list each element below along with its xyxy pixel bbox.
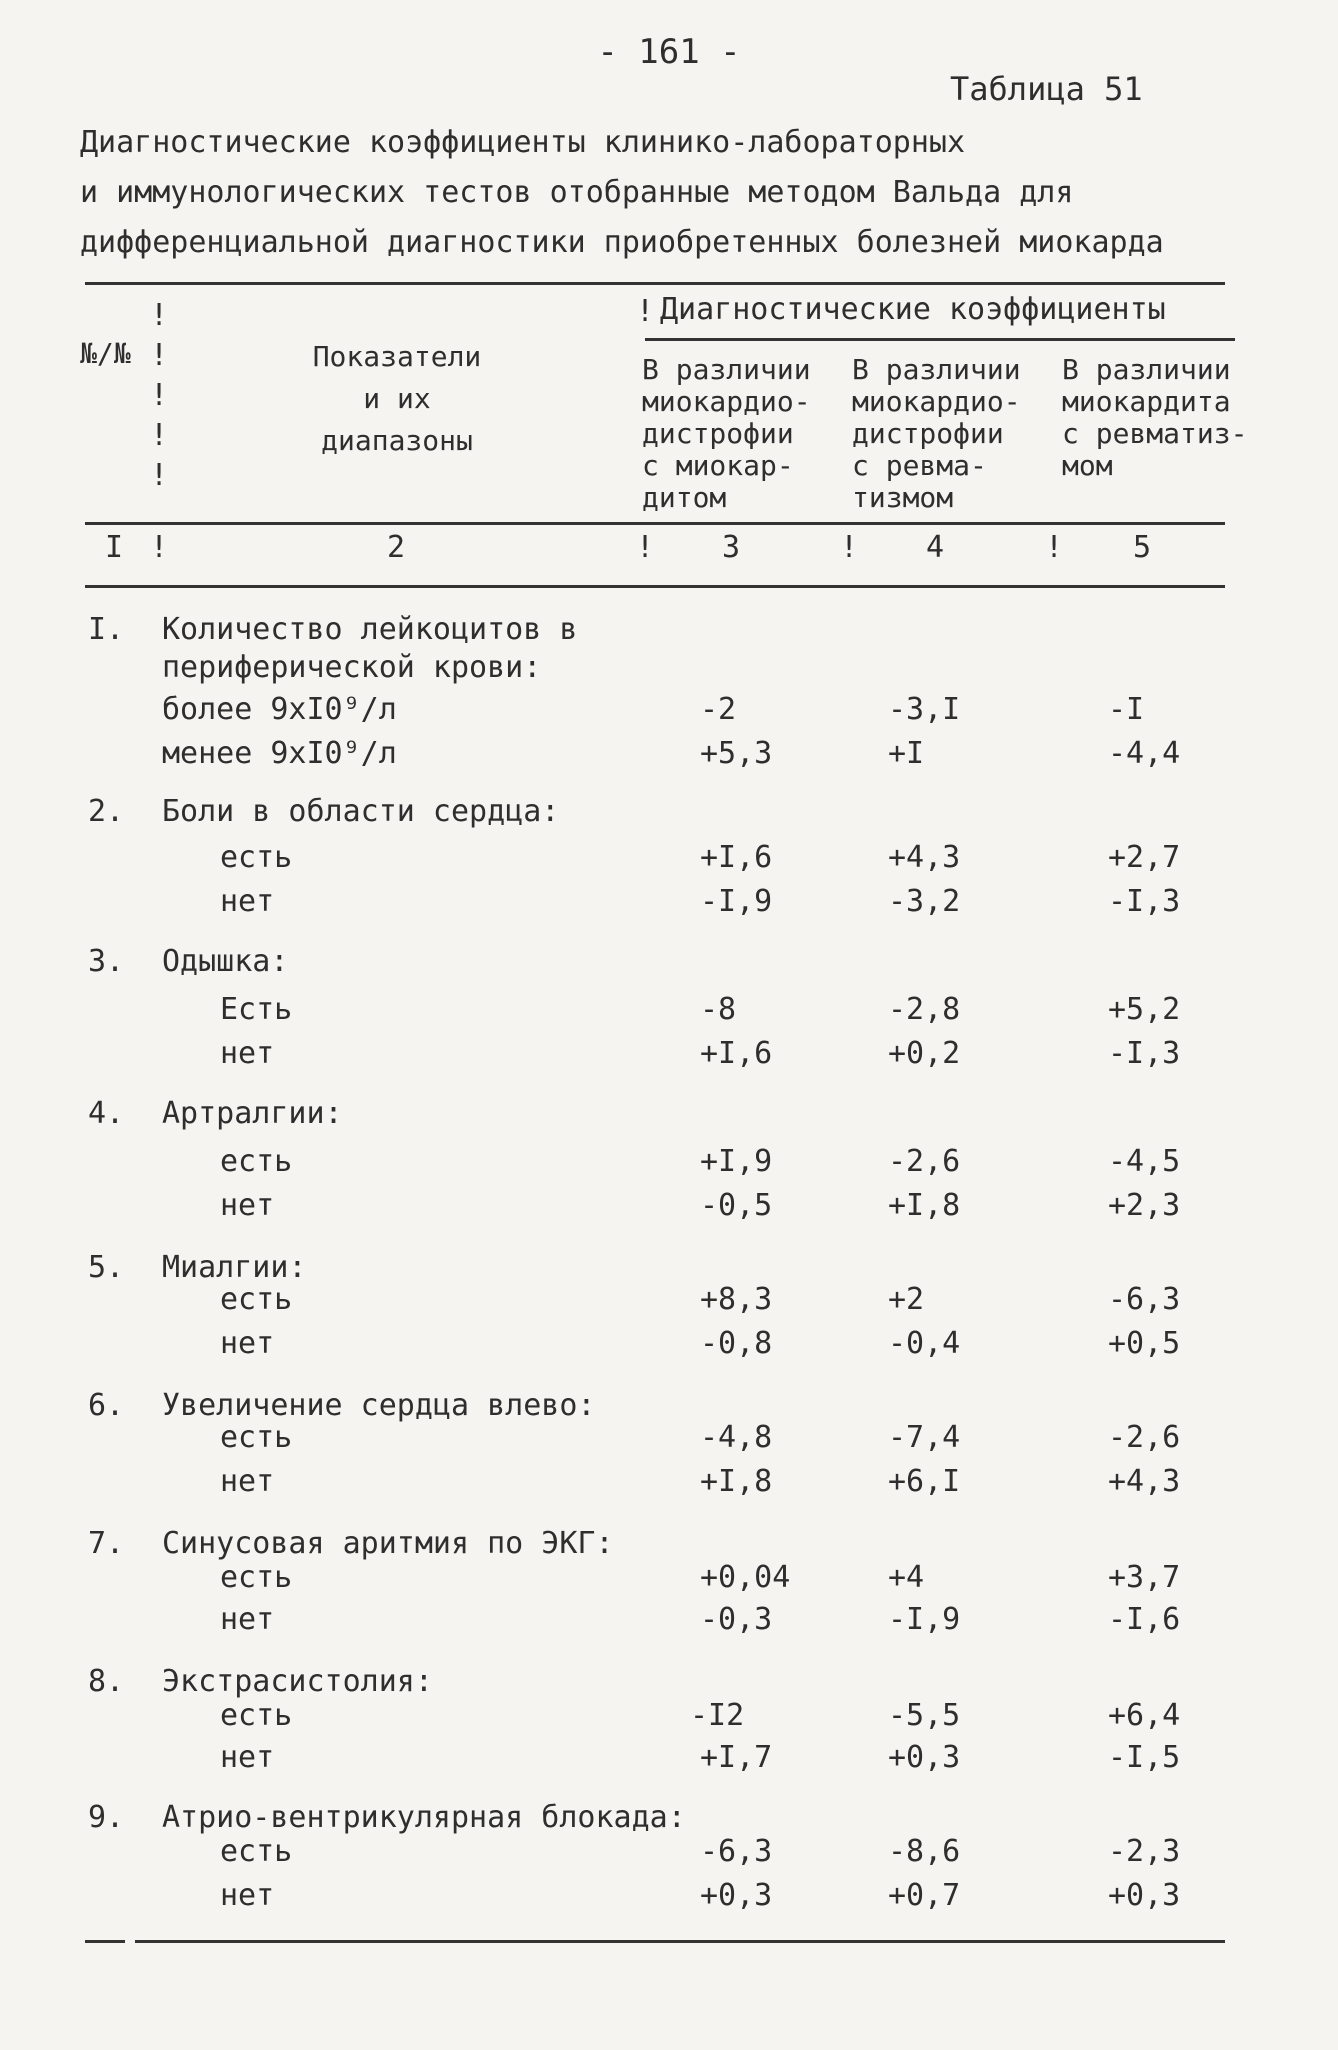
table-row	[0, 646, 1338, 690]
column-separator: !	[150, 530, 169, 565]
body-rule	[85, 585, 1225, 588]
row-label: Боли в области сердца:	[162, 794, 560, 829]
item-label: есть	[220, 1420, 293, 1455]
header-col3-line: дитом	[642, 481, 727, 514]
row-number: 4.	[88, 1096, 125, 1131]
table-title	[80, 118, 1260, 268]
value-col3: +0,04	[700, 1560, 791, 1595]
header-coeff-group: Диагностические коэффициенты	[660, 292, 1166, 327]
header-indicators-line: Показатели	[312, 340, 482, 373]
value-col4: +4,3	[888, 840, 961, 875]
title-line: и иммунологических тестов отобранные методом Вальда для	[80, 175, 1074, 210]
item-label: есть	[220, 1834, 293, 1869]
row-number: 6.	[88, 1388, 125, 1423]
value-col5: +2,3	[1108, 1188, 1181, 1223]
value-col3: +5,3	[700, 736, 773, 771]
table-row	[0, 836, 1338, 880]
row-label: Экстрасистолия:	[162, 1664, 433, 1699]
value-col5: -2,3	[1108, 1834, 1181, 1869]
header-indicators-line: и их	[363, 382, 431, 415]
item-label: нет	[220, 1878, 275, 1913]
header-separator: !	[150, 458, 169, 493]
top-rule	[85, 282, 1225, 285]
value-col3: +8,3	[700, 1282, 773, 1317]
value-col4: +I	[888, 736, 925, 771]
value-col4: +0,3	[888, 1740, 961, 1775]
value-col5: -2,6	[1108, 1420, 1181, 1455]
value-col4: +0,7	[888, 1878, 961, 1913]
table-row	[0, 688, 1338, 732]
value-col5: -I,6	[1108, 1602, 1181, 1637]
item-label: нет	[220, 1740, 275, 1775]
header-col4-line: с ревма-	[852, 449, 987, 482]
table-row	[0, 1278, 1338, 1322]
value-col4: +4	[888, 1560, 925, 1595]
table-row	[0, 732, 1338, 776]
value-col4: +6,I	[888, 1464, 961, 1499]
item-label: есть	[220, 840, 293, 875]
table-row	[0, 880, 1338, 924]
value-col5: -I	[1108, 692, 1145, 727]
item-label: нет	[220, 1188, 275, 1223]
table-row	[0, 1556, 1338, 1600]
table-row	[0, 1416, 1338, 1460]
value-col5: +3,7	[1108, 1560, 1181, 1595]
row-number: 9.	[88, 1800, 125, 1835]
value-col5: -I,3	[1108, 884, 1181, 919]
value-col3: +I,8	[700, 1464, 773, 1499]
value-col3: -0,3	[700, 1602, 773, 1637]
header-rule	[85, 522, 1225, 525]
value-col3: +I,9	[700, 1144, 773, 1179]
bottom-rule	[135, 1940, 1225, 1943]
header-col4-line: тизмом	[852, 481, 954, 514]
header-num-col: №/№	[80, 337, 131, 370]
page-number: - 161 -	[597, 32, 741, 72]
header-col5-line: миокардита	[1062, 385, 1231, 418]
bottom-rule-short	[85, 1940, 125, 1943]
header-separator: !	[150, 378, 169, 413]
table-row	[0, 790, 1338, 834]
table-row	[0, 1322, 1338, 1366]
item-label: нет	[220, 884, 275, 919]
row-number: 2.	[88, 794, 125, 829]
table-row	[0, 1736, 1338, 1780]
header-separator: !	[150, 298, 169, 333]
value-col3: -8	[700, 992, 737, 1027]
table-label: Таблица 51	[950, 70, 1143, 108]
value-col3: -I,9	[700, 884, 773, 919]
header-col3-line: В различии	[642, 353, 811, 386]
row-label: Одышка:	[162, 944, 289, 979]
header-col5	[1062, 354, 1247, 482]
column-separator: !	[1045, 530, 1064, 565]
column-number: 4	[926, 530, 945, 565]
value-col4: -I,9	[888, 1602, 961, 1637]
value-col5: +4,3	[1108, 1464, 1181, 1499]
value-col4: -3,2	[888, 884, 961, 919]
value-col3: +I,6	[700, 1036, 773, 1071]
header-col3-line: дистрофии	[642, 417, 794, 450]
row-label: Атрио-вентрикулярная блокада:	[162, 1800, 686, 1835]
row-number: 5.	[88, 1250, 125, 1285]
column-number: 2	[387, 530, 406, 565]
value-col4: -5,5	[888, 1698, 961, 1733]
header-col5-line: мом	[1062, 449, 1113, 482]
value-col5: +0,5	[1108, 1326, 1181, 1361]
value-col4: -3,I	[888, 692, 961, 727]
value-col4: +I,8	[888, 1188, 961, 1223]
value-col4: -2,6	[888, 1144, 961, 1179]
row-number: 3.	[88, 944, 125, 979]
header-col5-line: В различии	[1062, 353, 1231, 386]
table-row	[0, 1032, 1338, 1076]
row-label: Количество лейкоцитов в	[162, 612, 578, 647]
column-number: 3	[722, 530, 741, 565]
title-line: Диагностические коэффициенты клинико-лабораторных	[80, 125, 966, 160]
item-label: есть	[220, 1144, 293, 1179]
table-row	[0, 1184, 1338, 1228]
value-col5: +5,2	[1108, 992, 1181, 1027]
table-row	[0, 1874, 1338, 1918]
item-label: Есть	[220, 992, 293, 1027]
column-separator: !	[840, 530, 859, 565]
row-label: Миалгии:	[162, 1250, 307, 1285]
row-label: Увеличение сердца влево:	[162, 1388, 596, 1423]
row-number: I.	[88, 612, 125, 647]
value-col4: -7,4	[888, 1420, 961, 1455]
item-label: нет	[220, 1036, 275, 1071]
value-col4: -8,6	[888, 1834, 961, 1869]
header-indicators-line: диапазоны	[321, 424, 473, 457]
value-col3: +I,7	[700, 1740, 773, 1775]
row-number: 8.	[88, 1664, 125, 1699]
header-col4-line: миокардио-	[852, 385, 1021, 418]
header-col5-line: с ревматиз-	[1062, 417, 1248, 450]
value-col5: +6,4	[1108, 1698, 1181, 1733]
value-col4: +2	[888, 1282, 925, 1317]
column-number: 5	[1133, 530, 1152, 565]
value-col3: -0,8	[700, 1326, 773, 1361]
table-row	[0, 1460, 1338, 1504]
row-number: 7.	[88, 1526, 125, 1561]
value-col5: +0,3	[1108, 1878, 1181, 1913]
header-col4-line: В различии	[852, 353, 1021, 386]
value-col3: +0,3	[700, 1878, 773, 1913]
header-separator: !	[150, 418, 169, 453]
row-label-cont: периферической крови:	[162, 650, 542, 685]
item-label: нет	[220, 1326, 275, 1361]
header-subrule	[645, 338, 1235, 341]
value-col5: -I,5	[1108, 1740, 1181, 1775]
item-label: менее 9xI0⁹/л	[162, 736, 397, 771]
value-col3: -0,5	[700, 1188, 773, 1223]
column-number: I	[105, 530, 124, 565]
value-col3: -4,8	[700, 1420, 773, 1455]
value-col5: -4,4	[1108, 736, 1181, 771]
header-col3	[642, 354, 811, 514]
item-label: есть	[220, 1698, 293, 1733]
table-row	[0, 988, 1338, 1032]
value-col5: -6,3	[1108, 1282, 1181, 1317]
item-label: есть	[220, 1282, 293, 1317]
value-col3: -I2	[690, 1698, 745, 1733]
table-row	[0, 1140, 1338, 1184]
header-separator: !	[636, 294, 655, 329]
item-label: нет	[220, 1602, 275, 1637]
item-label: нет	[220, 1464, 275, 1499]
item-label: есть	[220, 1560, 293, 1595]
header-col4	[852, 354, 1021, 514]
header-separator: !	[150, 338, 169, 373]
column-separator: !	[636, 530, 655, 565]
value-col4: -0,4	[888, 1326, 961, 1361]
header-indicators	[292, 336, 502, 462]
table-row	[0, 1598, 1338, 1642]
row-label: Синусовая аритмия по ЭКГ:	[162, 1526, 614, 1561]
value-col3: -6,3	[700, 1834, 773, 1869]
value-col3: +I,6	[700, 840, 773, 875]
header-col3-line: с миокар-	[642, 449, 794, 482]
row-label: Артралгии:	[162, 1096, 343, 1131]
value-col5: -4,5	[1108, 1144, 1181, 1179]
table-row	[0, 940, 1338, 984]
value-col4: -2,8	[888, 992, 961, 1027]
table-row	[0, 1694, 1338, 1738]
value-col5: -I,3	[1108, 1036, 1181, 1071]
title-line: дифференциальной диагностики приобретенных болезней миокарда	[80, 225, 1164, 260]
item-label: более 9xI0⁹/л	[162, 692, 397, 727]
header-col3-line: миокардио-	[642, 385, 811, 418]
value-col3: -2	[700, 692, 737, 727]
table-row	[0, 1830, 1338, 1874]
value-col4: +0,2	[888, 1036, 961, 1071]
value-col5: +2,7	[1108, 840, 1181, 875]
table-row	[0, 1092, 1338, 1136]
header-col4-line: дистрофии	[852, 417, 1004, 450]
